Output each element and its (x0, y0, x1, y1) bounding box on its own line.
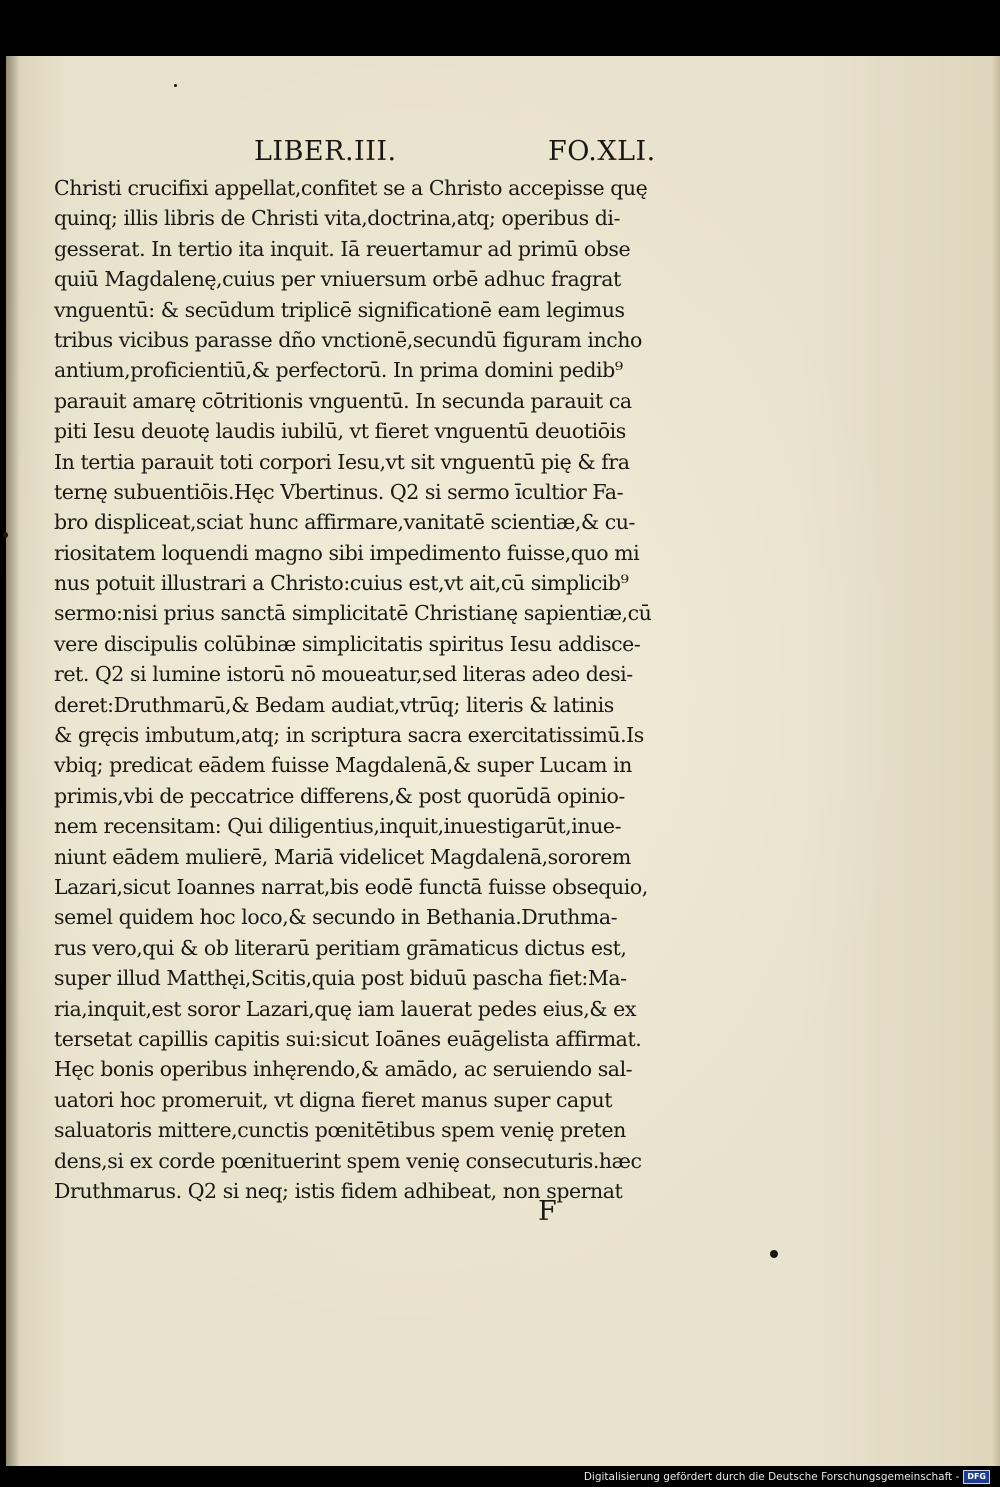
text-line: rus vero,qui & ob literarū peritiam grāmaticus dictus est, (54, 935, 627, 960)
text-line: tersetat capillis capitis sui:sicut Ioānes euāgelista affirmat. (54, 1026, 642, 1051)
ink-speck (770, 1250, 778, 1258)
text-line: ternę subuentiōis.Hęc Vbertinus. Q2 si sermo īcultior Fa- (54, 479, 624, 504)
footer-credit-text: Digitalisierung gefördert durch die Deutsche Forschungsgemeinschaft - (583, 1471, 960, 1483)
text-line: parauit amarę cōtritionis vnguentū. In secunda parauit ca (54, 388, 632, 413)
ink-speck (3, 532, 8, 538)
text-line: uatori hoc promeruit, vt digna fieret manus super caput (54, 1087, 613, 1112)
text-line: vere discipulis colūbinæ simplicitatis spiritus Iesu addisce- (54, 631, 641, 656)
signature-mark: F (538, 1196, 557, 1227)
text-line: vbiq; predicat eādem fuisse Magdalenā,& super Lucam in (54, 753, 632, 778)
text-line: piti Iesu deuotę laudis iubilū, vt fieret vnguentū deuotiōis (54, 419, 626, 444)
text-line: nem recensitam: Qui diligentius,inquit,inuestigarūt,inue- (54, 814, 622, 839)
text-line: antium,proficientiū,& perfectorū. In prima domini pedib⁹ (54, 358, 623, 383)
text-line: ria,inquit,est soror Lazari,quę iam lauerat pedes eius,& ex (54, 996, 636, 1021)
text-line: Christi crucifixi appellat,confitet se a Christo accepisse quę (54, 176, 648, 200)
text-line: Hęc bonis operibus inhęrendo,& amādo, ac seruiendo sal- (54, 1057, 633, 1082)
text-line: riositatem loquendi magno sibi impedimento fuisse,quo mi (54, 540, 640, 565)
text-line: nus potuit illustrari a Christo:cuius est,vt ait,cū simplicib⁹ (54, 571, 629, 596)
text-line: saluatoris mittere,cunctis pœnitētibus spem venię preten (54, 1118, 626, 1143)
text-line: quiū Magdalenę,cuius per vniuersum orbē adhuc fragrat (54, 267, 621, 292)
text-line: bro displiceat,sciat hunc affirmare,vanitatē scientiæ,& cu- (54, 510, 636, 535)
book-page (6, 56, 1000, 1466)
text-line: sermo:nisi prius sanctā simplicitatē Christianę sapientiæ,cū (54, 601, 652, 626)
text-line: Lazari,sicut Ioannes narrat,bis eodē functā fuisse obsequio, (54, 874, 648, 899)
text-line: dens,si ex corde pœnituerint spem venię consecuturis.hæc (54, 1148, 642, 1173)
text-line: vnguentū: & secūdum triplicē significationē eam legimus (54, 297, 625, 322)
text-line: niunt eādem mulierē, Mariā videlicet Magdalenā,sororem (54, 844, 631, 869)
running-header (6, 136, 1000, 172)
text-line: deret:Druthmarū,& Bedam audiat,vtrūq; literis & latinis (54, 692, 614, 717)
text-line: In tertia parauit toti corpori Iesu,vt sit vnguentū pię & fra (54, 449, 630, 474)
text-line: semel quidem hoc loco,& secundo in Bethania.Druthma- (54, 905, 618, 930)
running-header-book: LIBER.III. (254, 136, 397, 167)
text-line: primis,vbi de peccatrice differens,& post quorūdā opinio- (54, 783, 625, 808)
ink-speck (174, 84, 177, 87)
text-line: quinq; illis libris de Christi vita,doctrina,atq; operibus di- (54, 206, 620, 231)
text-line: Druthmarus. Q2 si neq; istis fidem adhibeat, non spernat (54, 1178, 623, 1203)
text-line: & gręcis imbutum,atq; in scriptura sacra exercitatissimū.Is (54, 723, 644, 748)
running-header-folio: FO.XLI. (548, 136, 656, 167)
text-line: super illud Matthęi,Scitis,quia post biduū pascha fiet:Ma- (54, 966, 627, 991)
page-edge (992, 56, 1000, 1466)
gutter-shadow (6, 56, 20, 1466)
body-text (54, 173, 664, 1206)
text-line: gesserat. In tertio ita inquit. Iā reuertamur ad primū obse (54, 236, 631, 261)
text-line: ret. Q2 si lumine istorū nō moueatur,sed literas adeo desi- (54, 662, 633, 687)
dfg-logo-icon: DFG (963, 1470, 990, 1484)
footer-credit (584, 1469, 990, 1485)
text-line: tribus vicibus parasse dño vnctionē,secundū figuram incho (54, 327, 642, 352)
